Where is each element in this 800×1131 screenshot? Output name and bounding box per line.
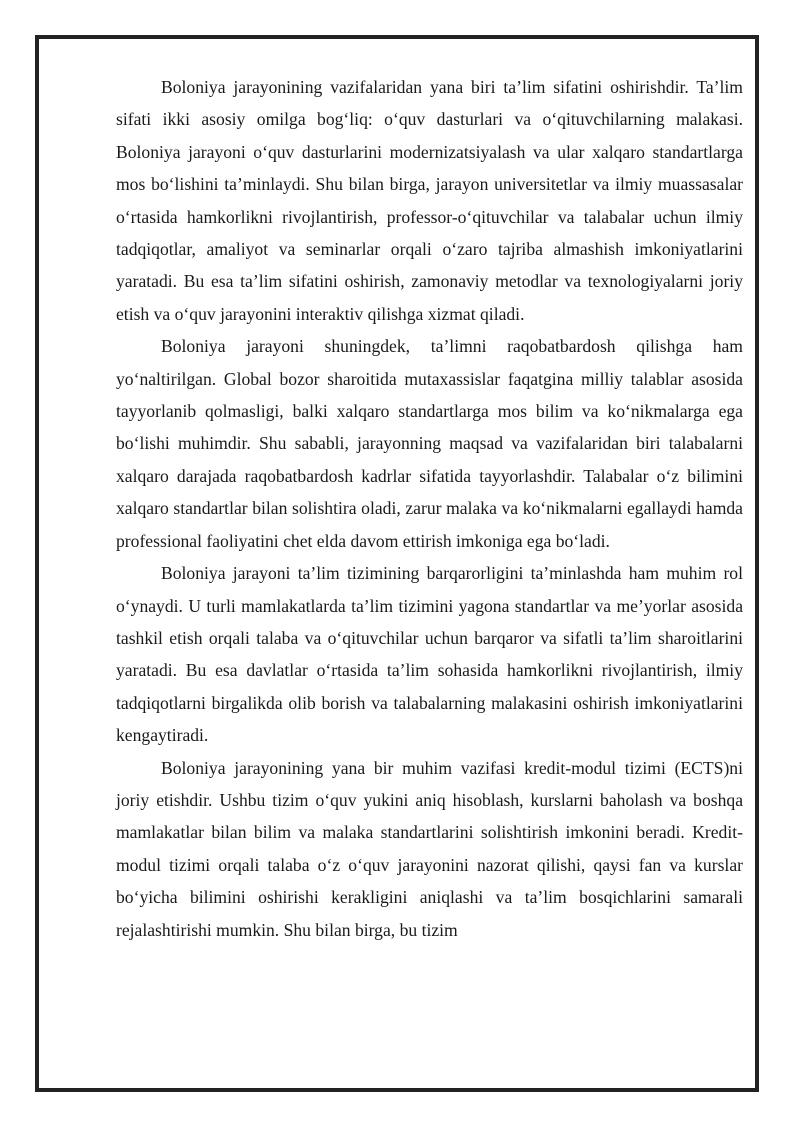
paragraph: Boloniya jarayoni shuningdek, ta’limni raqobatbardosh qilishga ham yo‘naltirilgan. Global bozor sharoitida mutaxassislar faqatgina milliy talablar asosida tayyorlanib qolmasligi, balki xalqaro standartlarga mos bilim va ko‘nikmalarga ega bo‘lishi muhimdir. Shu sababli, jarayonning maqsad va vazifalaridan biri talabalarni xalqaro darajada raqobatbardosh kadrlar sifatida tayyorlashdir. Talabalar o‘z bilimini xalqaro standartlar bilan solishtira oladi, zarur malaka va ko‘nikmalarni egallaydi hamda professional faoliyatini chet elda davom ettirish imkoniga ega bo‘ladi. (116, 336, 743, 551)
paragraph: Boloniya jarayoni ta’lim tizimining barqarorligini ta’minlashda ham muhim rol o‘ynaydi. U turli mamlakatlarda ta’lim tizimini yagona standartlar va me’yorlar asosida tashkil etish orqali talaba va o‘qituvchilar uchun barqaror va sifatli ta’lim sharoitlarini yaratadi. Bu esa davlatlar o‘rtasida ta’lim sohasida hamkorlikni rivojlantirish, ilmiy tadqiqotlarni birgalikda olib borish va talabalarning malakasini oshirish imkoniyatlarini kengaytiradi. (116, 563, 743, 746)
paragraph: Boloniya jarayonining vazifalaridan yana biri ta’lim sifatini oshirishdir. Ta’lim sifati ikki asosiy omilga bog‘liq: o‘quv dasturlari va o‘qituvchilarning malakasi. Boloniya jarayoni o‘quv dasturlarini modernizatsiyalash va ular xalqaro standartlarga mos bo‘lishini ta’minlaydi. Shu bilan birga, jarayon universitetlar va ilmiy muassasalar o‘rtasida hamkorlikni rivojlantirish, professor-o‘qituvchilar va talabalar uchun ilmiy tadqiqotlar, amaliyot va seminarlar orqali o‘zaro tajriba almashish imkoniyatlarini yaratadi. Bu esa ta’lim sifatini oshirish, zamonaviy metodlar va texnologiyalarni joriy etish va o‘quv jarayonini interaktiv qilishga xizmat qiladi. (116, 77, 743, 324)
paragraph: Boloniya jarayonining yana bir muhim vazifasi kredit-modul tizimi (ECTS)ni joriy etishdir. Ushbu tizim o‘quv yukini aniq hisoblash, kurslarni baholash va boshqa mamlakatlar bilan bilim va malaka standartlarini solishtirish imkonini beradi. Kredit-modul tizimi orqali talaba o‘z o‘quv jarayonini nazorat qilishi, qaysi fan va kurslar bo‘yicha bilimini oshirishi kerakligini aniqlashi va ta’lim bosqichlarini samarali rejalashtirishi mumkin. Shu bilan birga, bu tizim (116, 757, 743, 940)
document-body (116, 71, 743, 946)
